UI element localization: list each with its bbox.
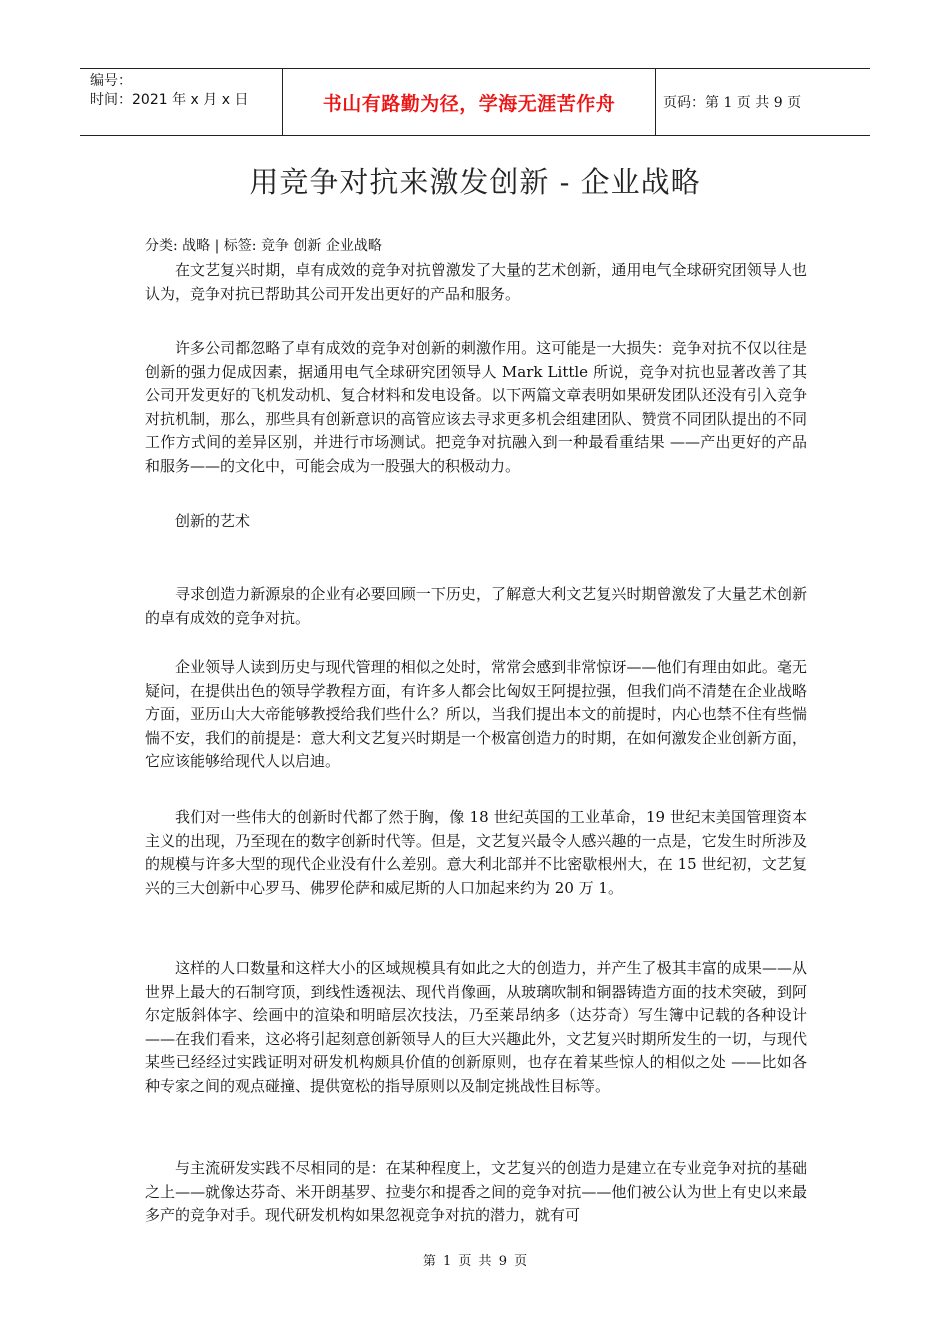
header-left-cell (80, 69, 282, 135)
document-header (80, 68, 870, 136)
body-paragraph (145, 337, 807, 478)
document-number-label: 编号： (90, 73, 132, 89)
paragraph-history: 寻求创造力新源泉的企业有必要回顾一下历史，了解意大利文艺复兴时期曾激发了大量艺术创新的卓有成效的竞争对抗。 (145, 585, 807, 627)
paragraph-intro: 在文艺复兴时期，卓有成效的竞争对抗曾激发了大量的艺术创新，通用电气全球研究团领导人也认为，竞争对抗已帮助其公司开发出更好的产品和服务。 (145, 261, 807, 303)
paragraph-leaders: 企业领导人读到历史与现代管理的相似之处时，常常会感到非常惊讶——他们有理由如此。毫无疑问，在提供出色的领导学教程方面，有许多人都会比匈奴王阿提拉强，但我们尚不清楚在企业战略方面，亚历山大大帝能够教授给我们些什么？所以，当我们提出本文的前提时，内心也禁不住有些惴惴不安，我们的前提是：意大利文艺复兴时期是一个极富创造力的时期，在如何激发企业创新方面，它应该能够给现代人以启迪。 (145, 658, 807, 770)
paragraph-rivalry: 与主流研发实践不尽相同的是：在某种程度上，文艺复兴的创造力是建立在专业竞争对抗的基础之上——就像达芬奇、米开朗基罗、拉斐尔和提香之间的竞争对抗——他们被公认为世上有史以来最多产的竞争对手。现代研发机构如果忽视竞争对抗的潜力，就有可 (145, 1159, 807, 1224)
body-paragraph (145, 510, 807, 534)
body-paragraph (145, 656, 807, 774)
header-page-info: 页码：第 1 页 共 9 页 (663, 95, 802, 111)
paragraph-eras: 我们对一些伟大的创新时代都了然于胸，像 18 世纪英国的工业革命，19 世纪末美国管理资本主义的出现，乃至现在的数字创新时代等。但是，文艺复兴最令人感兴趣的一点是，它发生时所涉及的规模与许多大型的现代企业没有什么差别。意大利北部并不比密歇根州大，在 15 世纪初，文艺复兴的三大创新中心罗马、佛罗伦萨和威尼斯的人口加起来约为 20 万 1。 (145, 808, 807, 897)
body-paragraph (145, 806, 807, 900)
section-heading-art-of-innovation: 创新的艺术 (175, 512, 251, 530)
body-paragraph (145, 583, 807, 630)
header-motto: 书山有路勤为径，学海无涯苦作舟 (322, 92, 616, 115)
paragraph-overview: 许多公司都忽略了卓有成效的竞争对创新的刺激作用。这可能是一大损失：竞争对抗不仅以往是创新的强力促成因素，据通用电气全球研究团领导人 Mark Little 所说，竞争对抗也显著改善了其公司开发更好的飞机发动机、复合材料和发电设备。以下两篇文章表明如果研发团队还没有引入竞争对抗机制，那么，那些具有创新意识的高管应该去寻求更多机会组建团队、赞赏不同团队提出的不同工作方式间的差异区别，并进行市场测试。把竞争对抗融入到一种最看重结果 ——产出更好的产品和服务——的文化中，可能会成为一股强大的积极动力。 (145, 339, 807, 475)
document-date-label: 时间：2021 年 x 月 x 日 (90, 92, 249, 108)
paragraph-creativity: 这样的人口数量和这样大小的区域规模具有如此之大的创造力，并产生了极其丰富的成果——从世界上最大的石制穹顶，到线性透视法、现代肖像画，从玻璃吹制和铜器铸造方面的技术突破，到阿尔定版斜体字、绘画中的渲染和明暗层次技法，乃至莱昂纳多（达芬奇）写生簿中记载的各种设计——在我们看来，这必将引起刻意创新领导人的巨大兴趣此外，文艺复兴时期所发生的一切，与现代某些已经经过实践证明对研发机构颇具价值的创新原则，也存在着某些惊人的相似之处 ——比如各种专家之间的观点碰撞、提供宽松的指导原则以及制定挑战性目标等。 (145, 959, 807, 1095)
header-motto-cell (282, 69, 656, 135)
body-paragraph (145, 957, 807, 1098)
header-page-cell (656, 69, 870, 135)
page-footer: 第 1 页 共 9 页 (422, 1254, 528, 1269)
body-paragraph (145, 259, 807, 306)
body-paragraph (145, 1157, 807, 1228)
category-tags-line: 分类: 战略 | 标签: 竞争 创新 企业战略 (145, 238, 382, 254)
document-title: 用竞争对抗来激发创新 - 企业战略 (249, 165, 701, 199)
